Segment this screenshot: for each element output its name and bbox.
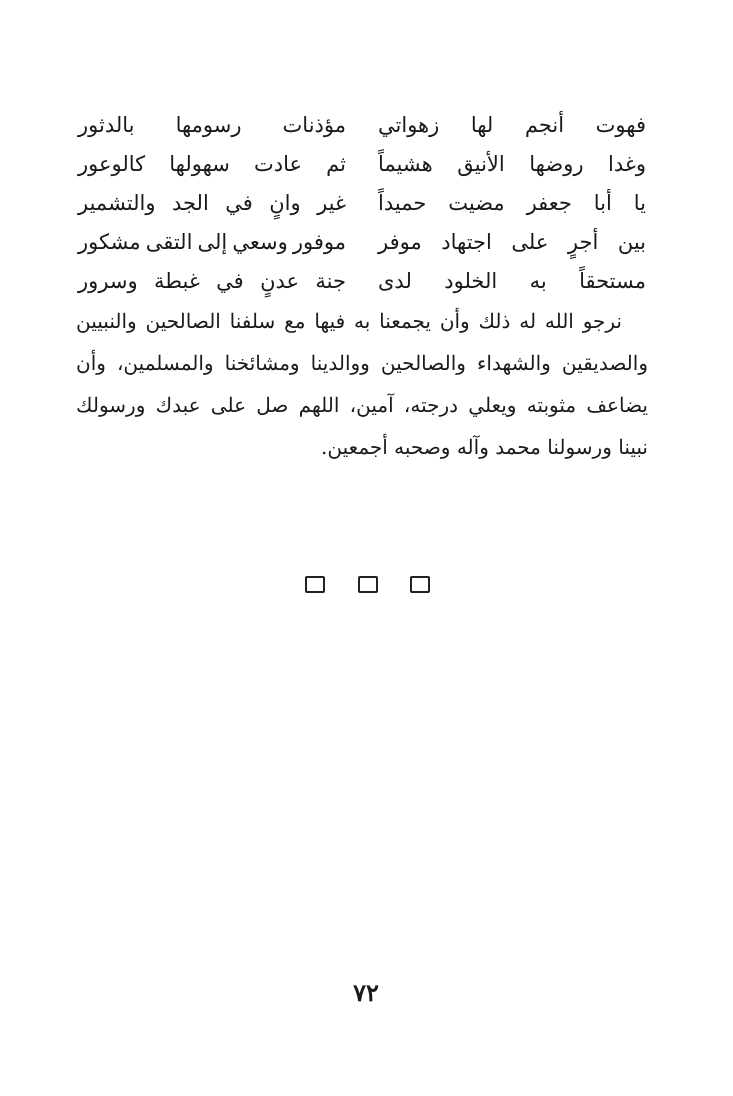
section-ornament xyxy=(305,574,430,594)
prose-paragraph: نرجو الله له ذلك وأن يجمعنا به فيها مع سلفنا الصالحين والنبيين والصديقين والشهداء والصالحين ووالدينا ومشائخنا والمسلمين، وأن يضاعف مثوبته ويعلي درجته، آمين، اللهم صل على عبدك ورسولك نبينا ورسولنا محمد وآله وصحبه أجمعين. xyxy=(76,309,648,459)
verse-word: موفور xyxy=(292,230,346,254)
verse xyxy=(78,262,646,301)
verse-word: فهوت xyxy=(595,113,646,137)
verse-word: إلى xyxy=(197,230,228,254)
verse xyxy=(78,223,646,262)
verse-second-half xyxy=(78,184,346,223)
verse-first-half xyxy=(378,223,646,262)
verse-word: في xyxy=(225,191,253,215)
verse-first-half xyxy=(378,145,646,184)
verse xyxy=(78,184,646,223)
verse-word: رسومها xyxy=(175,113,242,137)
verse-word: بالدثور xyxy=(78,113,135,137)
verse-word: وغدا xyxy=(608,152,646,176)
verse-word: حميداً xyxy=(378,191,427,215)
prose-block xyxy=(76,300,648,468)
verse xyxy=(78,145,646,184)
verse-word: مضيت xyxy=(448,191,505,215)
verse-word: التقى xyxy=(145,230,193,254)
verse-word: مستحقاً xyxy=(579,269,646,293)
verse-word: أجرٍ xyxy=(567,230,599,254)
verse-word: أنجم xyxy=(524,113,565,137)
verse-word: زهواتي xyxy=(378,113,440,137)
verse-word: أبا xyxy=(593,191,612,215)
ornament-box-icon xyxy=(358,576,378,593)
verse-word: لدى xyxy=(378,269,412,293)
verse-word: عدنٍ xyxy=(260,269,300,293)
verse-word: في xyxy=(216,269,244,293)
verse-word: والتشمير xyxy=(78,191,156,215)
verse-word: وسرور xyxy=(78,269,138,293)
verse-word: موفر xyxy=(378,230,422,254)
verse xyxy=(78,106,646,145)
verse-word: به xyxy=(529,269,547,293)
verse-word: وانٍ xyxy=(269,191,301,215)
verse-word: غبطة xyxy=(154,269,200,293)
verse-word: على xyxy=(511,230,549,254)
verse-word: الجد xyxy=(171,191,209,215)
verse-word: الخلود xyxy=(444,269,498,293)
verse-word: الأنيق xyxy=(457,152,505,176)
verse-second-half xyxy=(78,106,346,145)
ornament-box-icon xyxy=(410,576,430,593)
verse-second-half xyxy=(78,145,346,184)
verse-second-half xyxy=(78,262,346,301)
verse-word: روضها xyxy=(529,152,584,176)
verse-word: هشيماً xyxy=(378,152,433,176)
verse-word: مؤذنات xyxy=(282,113,346,137)
verse-word: عادت xyxy=(254,152,303,176)
verse-word: غير xyxy=(317,191,346,215)
verse-word: جعفر xyxy=(526,191,572,215)
verse-word: لها xyxy=(470,113,494,137)
verse-word: اجتهاد xyxy=(441,230,492,254)
poem-block xyxy=(78,106,646,301)
verse-first-half xyxy=(378,262,646,301)
verse-word: وسعي xyxy=(232,230,288,254)
verse-word: كالوعور xyxy=(78,152,146,176)
verse-word: يا xyxy=(633,191,646,215)
verse-word: ثم xyxy=(326,152,346,176)
verse-word: مشكور xyxy=(78,230,141,254)
ornament-box-icon xyxy=(305,576,325,593)
verse-first-half xyxy=(378,106,646,145)
verse-second-half xyxy=(78,223,346,262)
verse-word: جنة xyxy=(315,269,346,293)
page-number: ٧٢ xyxy=(353,978,379,1007)
verse-first-half xyxy=(378,184,646,223)
verse-word: بين xyxy=(617,230,646,254)
verse-word: سهولها xyxy=(169,152,230,176)
